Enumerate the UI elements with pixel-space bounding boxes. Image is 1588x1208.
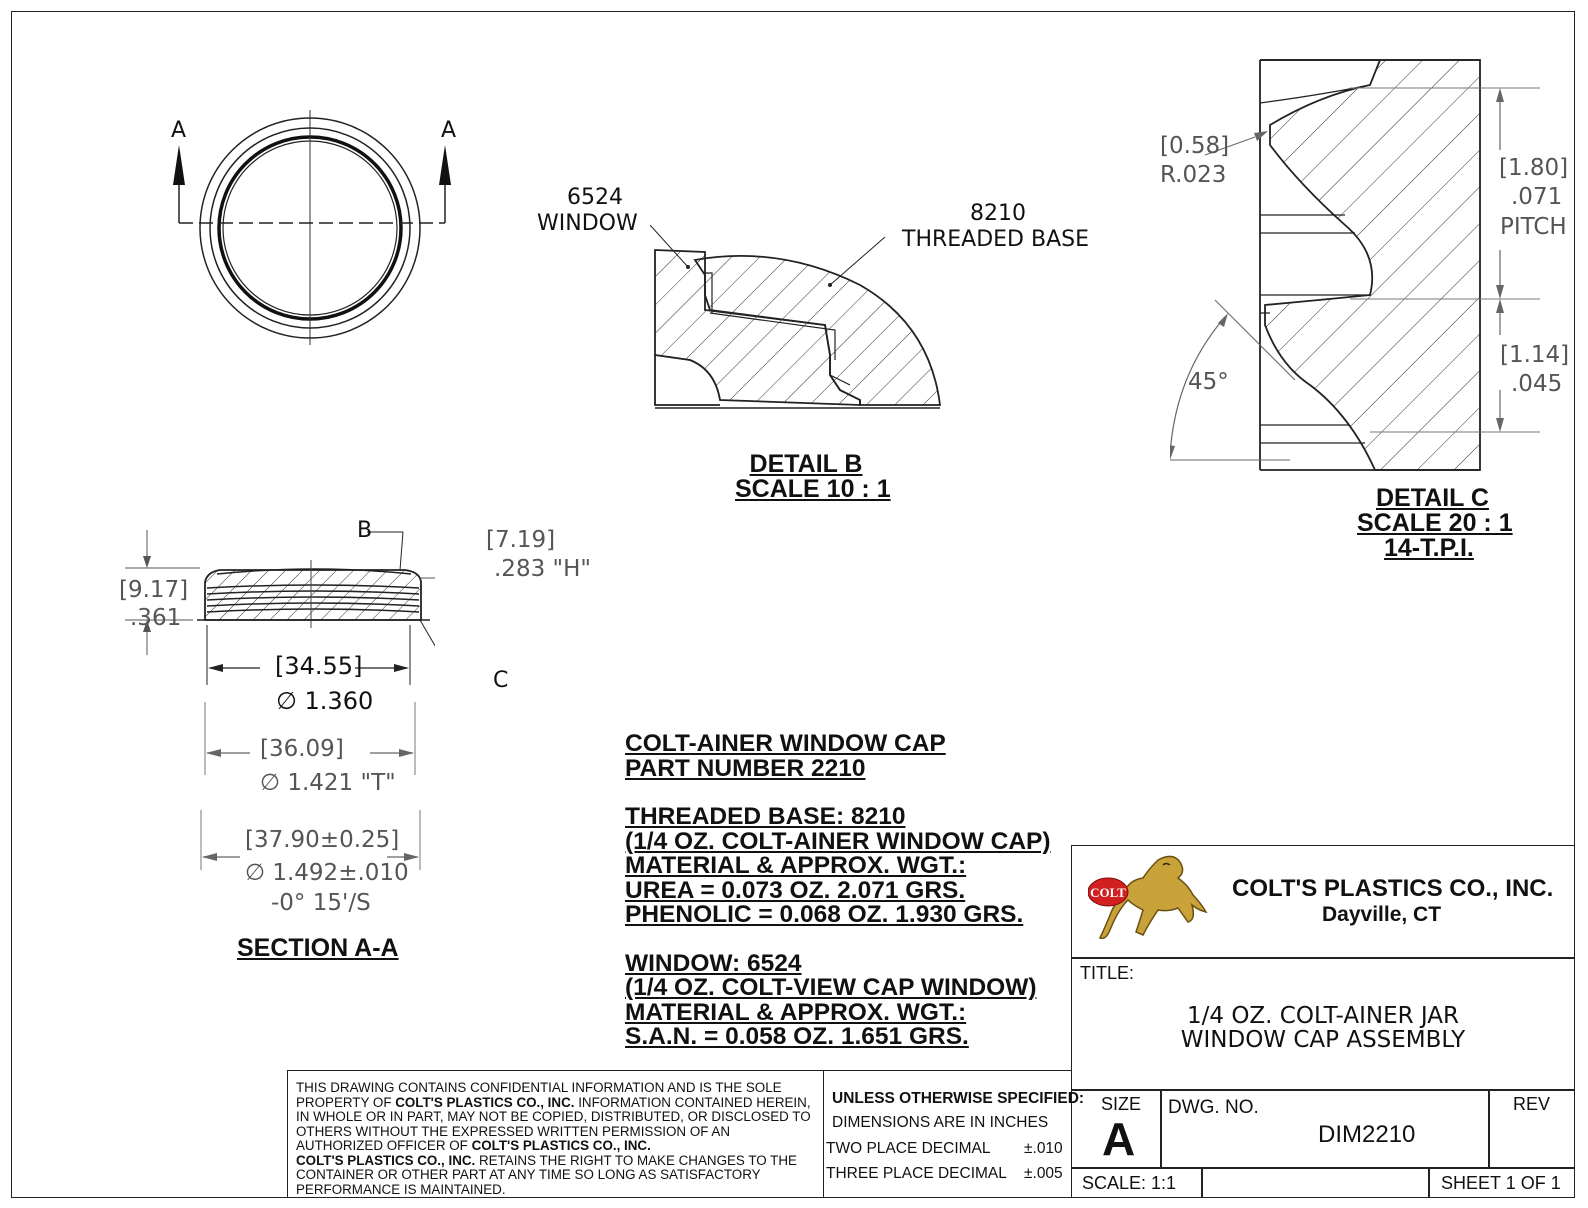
detail-c-title: DETAIL C: [1376, 484, 1489, 512]
two-place-tol: ±.010: [1024, 1140, 1063, 1157]
disclaimer-company: COLT'S PLASTICS CO., INC.: [471, 1138, 651, 1153]
dim-e-in: ∅ 1.360: [276, 687, 374, 715]
section-label-left: A: [171, 118, 187, 143]
dim-radius-in: R.023: [1160, 162, 1227, 188]
window-number: 6524: [567, 185, 623, 210]
callout-c: C: [493, 668, 509, 693]
sheet-label: SHEET 1 OF 1: [1441, 1173, 1561, 1193]
note-line: MATERIAL & APPROX. WGT.:: [625, 998, 967, 1026]
note-line: PART NUMBER 2210: [625, 754, 866, 782]
dim-depth-mm: [1.14]: [1500, 342, 1570, 368]
base-number: 8210: [970, 201, 1026, 226]
dims-in-inches: DIMENSIONS ARE IN INCHES: [832, 1114, 1049, 1131]
dim-s-tol: -0° 15'/S: [271, 890, 371, 916]
dim-pitch-label: PITCH: [1500, 214, 1567, 240]
disclaimer-part: INFORMATION CONTAINED HEREIN, IN WHOLE OR IN PART, MAY NOT BE COPIED, DISTRIBUTED, OR DISCLOSED TO OTHERS WITHOUT THE EXPRESSED WRITTEN PERMISSION OF AN AUTHORIZED OFFICER OF: [296, 1094, 811, 1153]
dim-pitch-mm: [1.80]: [1499, 155, 1569, 181]
detail-c-tpi: 14-T.P.I.: [1384, 534, 1474, 562]
detail-b-title: DETAIL B: [749, 450, 863, 478]
size-label: SIZE: [1101, 1094, 1142, 1114]
disclaimer-company: COLT'S PLASTICS CO., INC.: [296, 1152, 476, 1168]
dim-angle: 45°: [1188, 369, 1229, 395]
detail-b-view: [650, 225, 970, 425]
dim-s-in: ∅ 1.492±.010: [245, 860, 409, 886]
three-place-tol: ±.005: [1024, 1165, 1063, 1182]
note-line: S.A.N. = 0.058 OZ. 1.651 GRS.: [625, 1023, 969, 1050]
drawing-title-line2: WINDOW CAP ASSEMBLY: [1180, 1027, 1466, 1053]
two-place-label: TWO PLACE DECIMAL: [826, 1140, 991, 1157]
title-label: TITLE:: [1080, 963, 1135, 983]
company-name: COLT'S PLASTICS CO., INC.: [1232, 875, 1554, 902]
company-location: Dayville, CT: [1322, 903, 1442, 926]
dim-h-mm: [7.19]: [486, 527, 556, 553]
dim-height-in: .361: [130, 605, 182, 631]
dim-radius-mm: [0.58]: [1160, 133, 1230, 159]
dim-pitch-in: .071: [1511, 184, 1563, 210]
note-line: (1/4 OZ. COLT-AINER WINDOW CAP): [625, 827, 1051, 855]
colt-horse-logo: [1088, 850, 1208, 950]
size-value: A: [1102, 1113, 1136, 1165]
dim-depth-in: .045: [1511, 371, 1563, 397]
detail-c-view: [1170, 55, 1570, 480]
note-line: MATERIAL & APPROX. WGT.:: [625, 852, 967, 879]
detail-c-scale: SCALE 20 : 1: [1357, 509, 1513, 537]
section-label-right: A: [441, 118, 457, 143]
dim-s-mm: [37.90±0.25]: [245, 827, 400, 853]
dim-height-mm: [9.17]: [119, 577, 189, 603]
unless-specified: UNLESS OTHERWISE SPECIFIED:: [832, 1090, 1085, 1107]
note-line: PHENOLIC = 0.068 OZ. 1.930 GRS.: [625, 901, 1024, 928]
dwg-label: DWG. NO.: [1168, 1097, 1259, 1118]
detail-b-scale: SCALE 10 : 1: [735, 475, 891, 503]
disclaimer-part: RETAINS THE RIGHT TO MAKE CHANGES TO THE CONTAINER OR OTHER PART AT ANY TIME SO LONG AS SATISFACTORY PERFORMANCE IS MAINTAINED.: [296, 1152, 797, 1197]
disclaimer-text: [296, 1081, 816, 1197]
drawing-title-line1: 1/4 OZ. COLT-AINER JAR: [1187, 1003, 1459, 1029]
callout-b: B: [357, 518, 373, 543]
dim-e-mm: [34.55]: [275, 652, 363, 680]
section-aa-title: SECTION A-A: [237, 934, 399, 962]
rev-label: REV: [1513, 1094, 1551, 1114]
dwg-number: DIM2210: [1318, 1121, 1416, 1148]
drawing-notes: [625, 732, 1051, 1050]
note-line: WINDOW: 6524: [625, 949, 802, 977]
note-line: COLT-AINER WINDOW CAP: [625, 730, 946, 757]
note-line: UREA = 0.073 OZ. 2.071 GRS.: [625, 876, 966, 904]
top-view: [160, 105, 470, 355]
base-label: THREADED BASE: [902, 227, 1089, 252]
window-label: WINDOW: [537, 211, 638, 236]
three-place-label: THREE PLACE DECIMAL: [826, 1165, 1007, 1182]
note-line: THREADED BASE: 8210: [625, 803, 906, 830]
logo-text: COLT: [1090, 885, 1126, 900]
dim-t-mm: [36.09]: [260, 736, 344, 762]
dim-t-in: ∅ 1.421 "T": [260, 770, 396, 796]
dim-h-in: .283 "H": [494, 556, 591, 582]
disclaimer-company: COLT'S PLASTICS CO., INC.: [395, 1094, 575, 1110]
disclaimer-part: THIS DRAWING CONTAINS CONFIDENTIAL INFORMATION AND IS THE SOLE PROPERTY OF: [296, 1080, 782, 1110]
note-line: (1/4 OZ. COLT-VIEW CAP WINDOW): [625, 974, 1037, 1001]
scale-label: SCALE: 1:1: [1082, 1173, 1177, 1193]
